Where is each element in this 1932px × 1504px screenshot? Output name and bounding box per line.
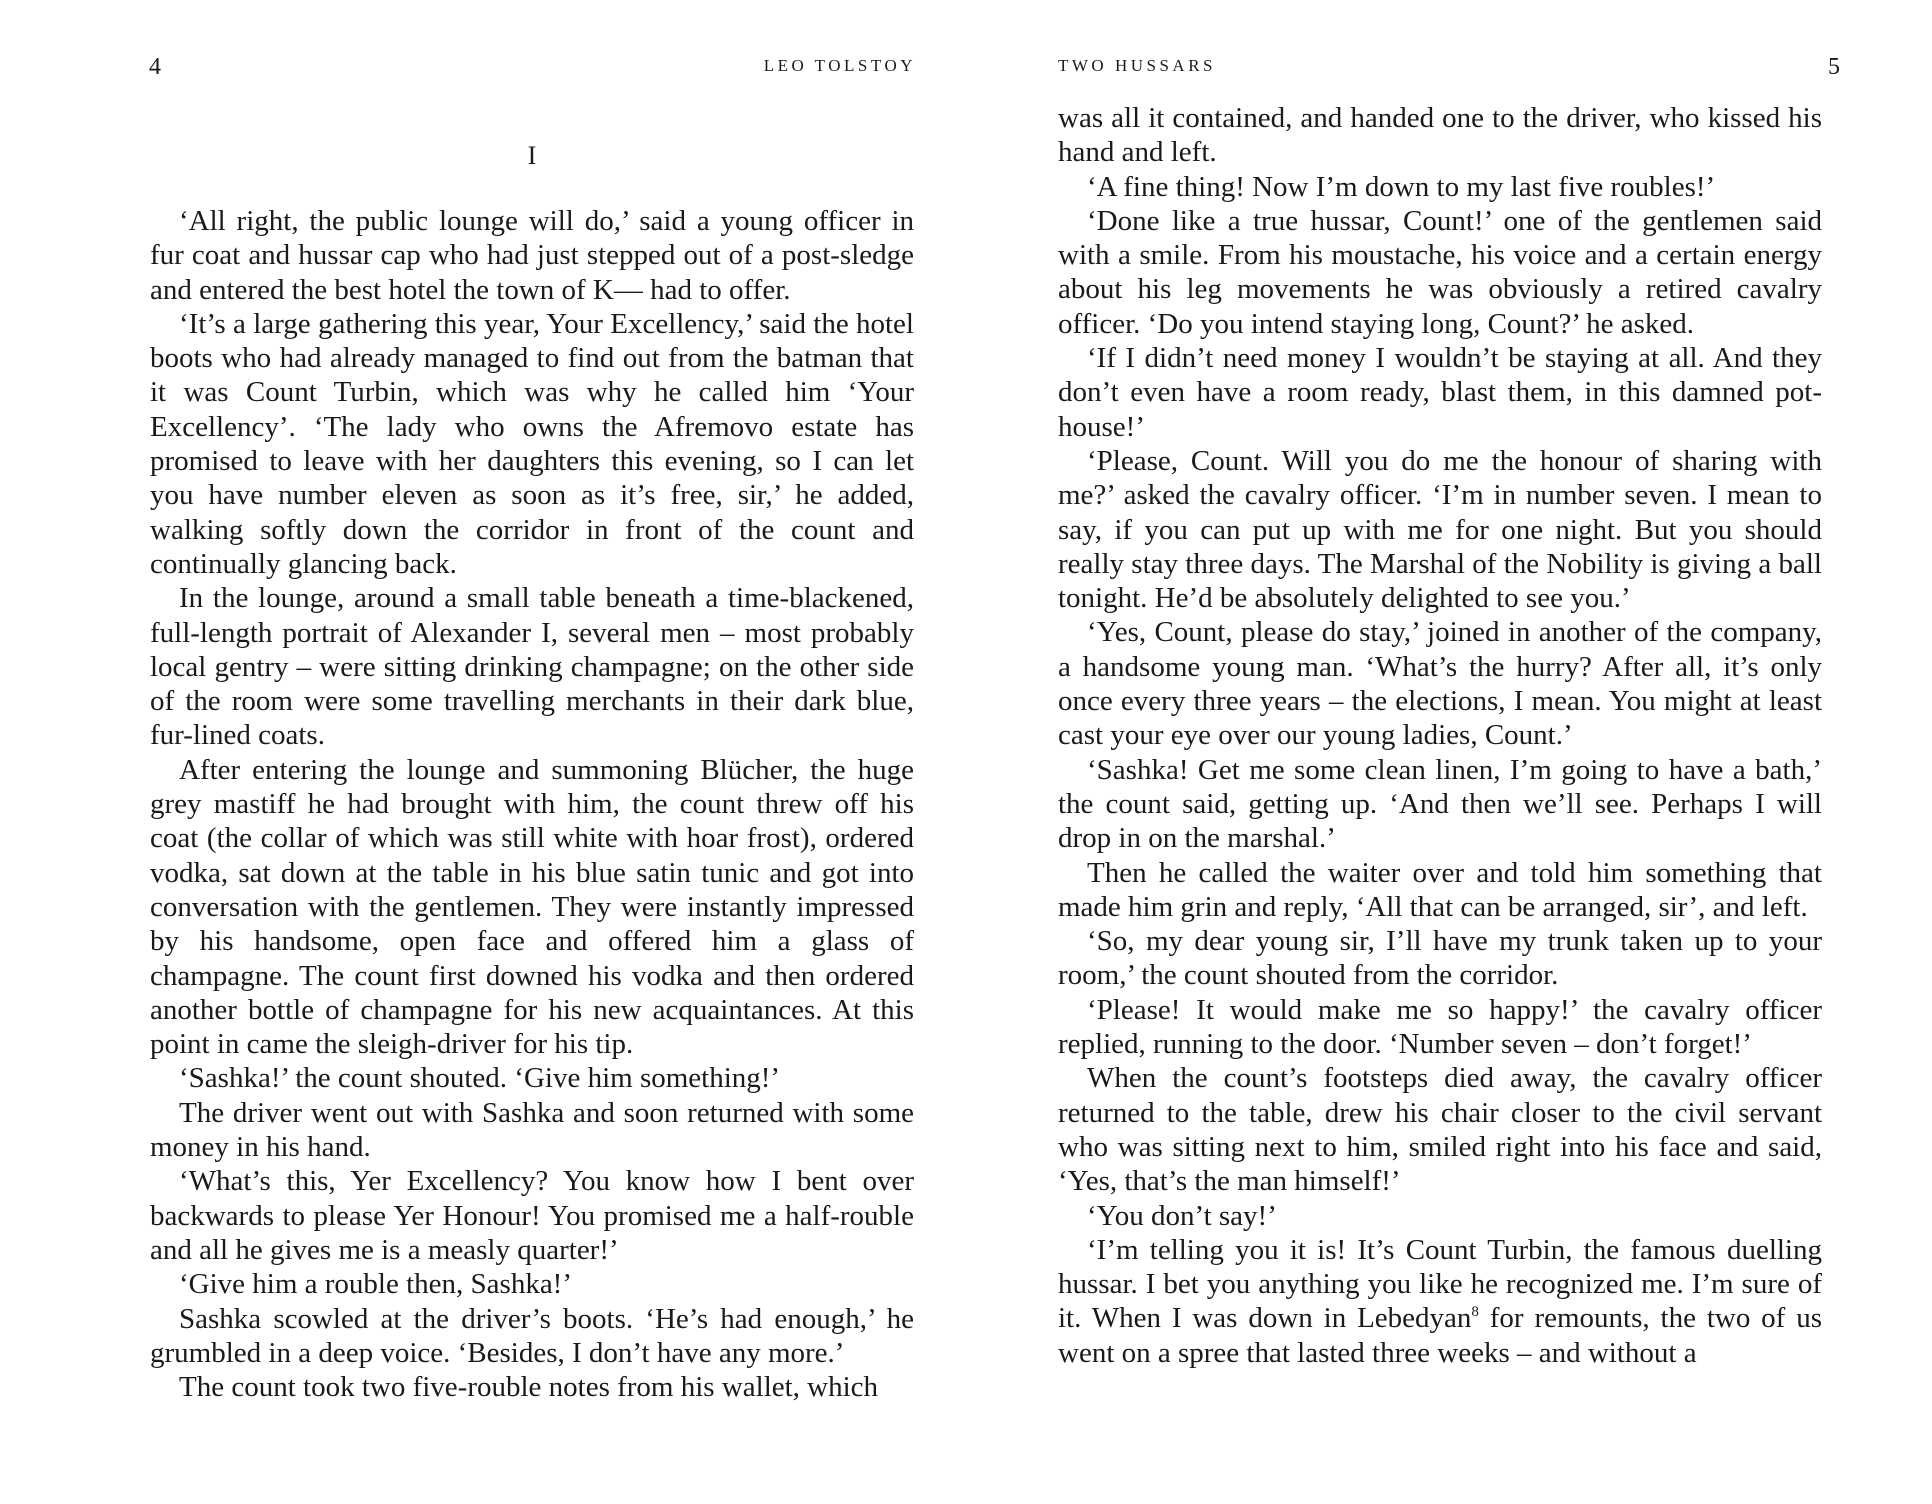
- paragraph: ‘You don’t say!’: [1087, 1199, 1277, 1232]
- paragraph: ‘Sashka! Get me some clean linen, I’m going to have a bath,’ the count said, getting up. ‘And then we’ll see. Perhaps I will drop in on the marshal.’: [1058, 753, 1822, 855]
- paragraph: The driver went out with Sashka and soon returned with some money in his hand.: [150, 1096, 914, 1164]
- right-body-text: [1058, 101, 1822, 1370]
- paragraph: ‘Give him a rouble then, Sashka!’: [179, 1268, 573, 1301]
- left-body-text: [150, 204, 914, 1404]
- paragraph: ‘All right, the public lounge will do,’ said a young officer in fur coat and hussar cap who had just stepped out of a post-sledge and entered the best hotel the town of K— had to offer.: [150, 205, 914, 306]
- paragraph: ‘If I didn’t need money I wouldn’t be staying at all. And they don’t even have a room ready, blast them, in this damned pot-house!’: [1058, 342, 1822, 443]
- paragraph: ‘Done like a true hussar, Count!’ one of the gentlemen said with a smile. From his moustache, his voice and a certain energy about his leg movements he was obviously a retired cavalry officer. ‘Do you intend staying long, Count?’ he asked.: [1058, 204, 1822, 340]
- paragraph: The count took two five-rouble notes from his wallet, which: [179, 1371, 879, 1404]
- paragraph: ‘It’s a large gathering this year, Your Excellency,’ said the hotel boots who had already managed to find out from the batman that it was Count Turbin, which was why he called him ‘Your Excellency’. ‘The lady who owns the Afremovo estate has promised to leave with her daughters this evening, so I can let you have number eleven as soon as it’s free, sir,’ he added, walking softly down the corridor in front of the count and continually glancing back.: [150, 307, 914, 580]
- paragraph: ‘So, my dear young sir, I’ll have my trunk taken up to your room,’ the count shouted from the corridor.: [1058, 925, 1822, 992]
- paragraph-text: for remounts, the two of us went on a spree that lasted three weeks – and without a: [1058, 1302, 1822, 1369]
- footnote-reference[interactable]: 8: [1471, 1304, 1479, 1321]
- paragraph: After entering the lounge and summoning Blücher, the huge grey mastiff he had brought with him, the count threw off his coat (the collar of which was still white with hoar frost), ordered vodka, sat down at the table in his blue satin tunic and got into conversation with the gentlemen. They were instantly impressed by his handsome, open face and offered him a glass of champagne. The count first downed his vodka and then ordered another bottle of champagne for his new acquaintances. At this point in came the sleigh-driver for his tip.: [150, 753, 914, 1061]
- paragraph: Then he called the waiter over and told him something that made him grin and reply, ‘All that can be arranged, sir’, and left.: [1058, 856, 1822, 923]
- left-page-number: 4: [149, 54, 161, 80]
- paragraph-text: ‘I’m telling you it is! It’s Count Turbin, the famous duelling hussar. I bet you anything you like he recognized me. I’m sure of it. When I was down in Lebedyan: [1058, 1233, 1822, 1335]
- chapter-number: I: [527, 141, 537, 170]
- paragraph: In the lounge, around a small table beneath a time-blackened, full-length portrait of Alexander I, several men – most probably local gentry – were sitting drinking champagne; on the other side of the room were some travelling merchants in their dark blue, fur-lined coats.: [150, 582, 914, 752]
- paragraph: [1058, 1233, 1822, 1370]
- paragraph: ‘Please! It would make me so happy!’ the cavalry officer replied, running to the door. ‘Number seven – don’t forget!’: [1058, 993, 1822, 1061]
- paragraph: When the count’s footsteps died away, the cavalry officer returned to the table, drew his chair closer to the civil servant who was sitting next to him, smiled right into his face and said, ‘Yes, that’s the man himself!’: [1058, 1062, 1822, 1198]
- right-page-number: 5: [1828, 54, 1840, 80]
- right-page: [966, 0, 1932, 1504]
- paragraph: ‘Yes, Count, please do stay,’ joined in another of the company, a handsome young man. ‘What’s the hurry? After all, it’s only once every three years – the elections, I mean. You might at least cast your eye over our young ladies, Count.’: [1058, 616, 1822, 752]
- right-running-head: TWO HUSSARS: [1058, 56, 1216, 75]
- left-running-head: LEO TOLSTOY: [763, 56, 916, 75]
- paragraph: ‘Please, Count. Will you do me the honour of sharing with me?’ asked the cavalry officer. ‘I’m in number seven. I mean to say, if you can put up with me for one night. But you should really stay three days. The Marshal of the Nobility is giving a ball tonight. He’d be absolutely delighted to see you.’: [1058, 444, 1822, 615]
- paragraph: Sashka scowled at the driver’s boots. ‘He’s had enough,’ he grumbled in a deep voice. ‘Besides, I don’t have any more.’: [150, 1302, 914, 1369]
- paragraph: ‘What’s this, Yer Excellency? You know how I bent over backwards to please Yer Honour! You promised me a half-rouble and all he gives me is a measly quarter!’: [150, 1165, 914, 1266]
- paragraph: ‘A fine thing! Now I’m down to my last five roubles!’: [1087, 170, 1716, 203]
- paragraph-continuation: was all it contained, and handed one to the driver, who kissed his hand and left.: [1058, 102, 1822, 169]
- paragraph: ‘Sashka!’ the count shouted. ‘Give him something!’: [179, 1062, 781, 1095]
